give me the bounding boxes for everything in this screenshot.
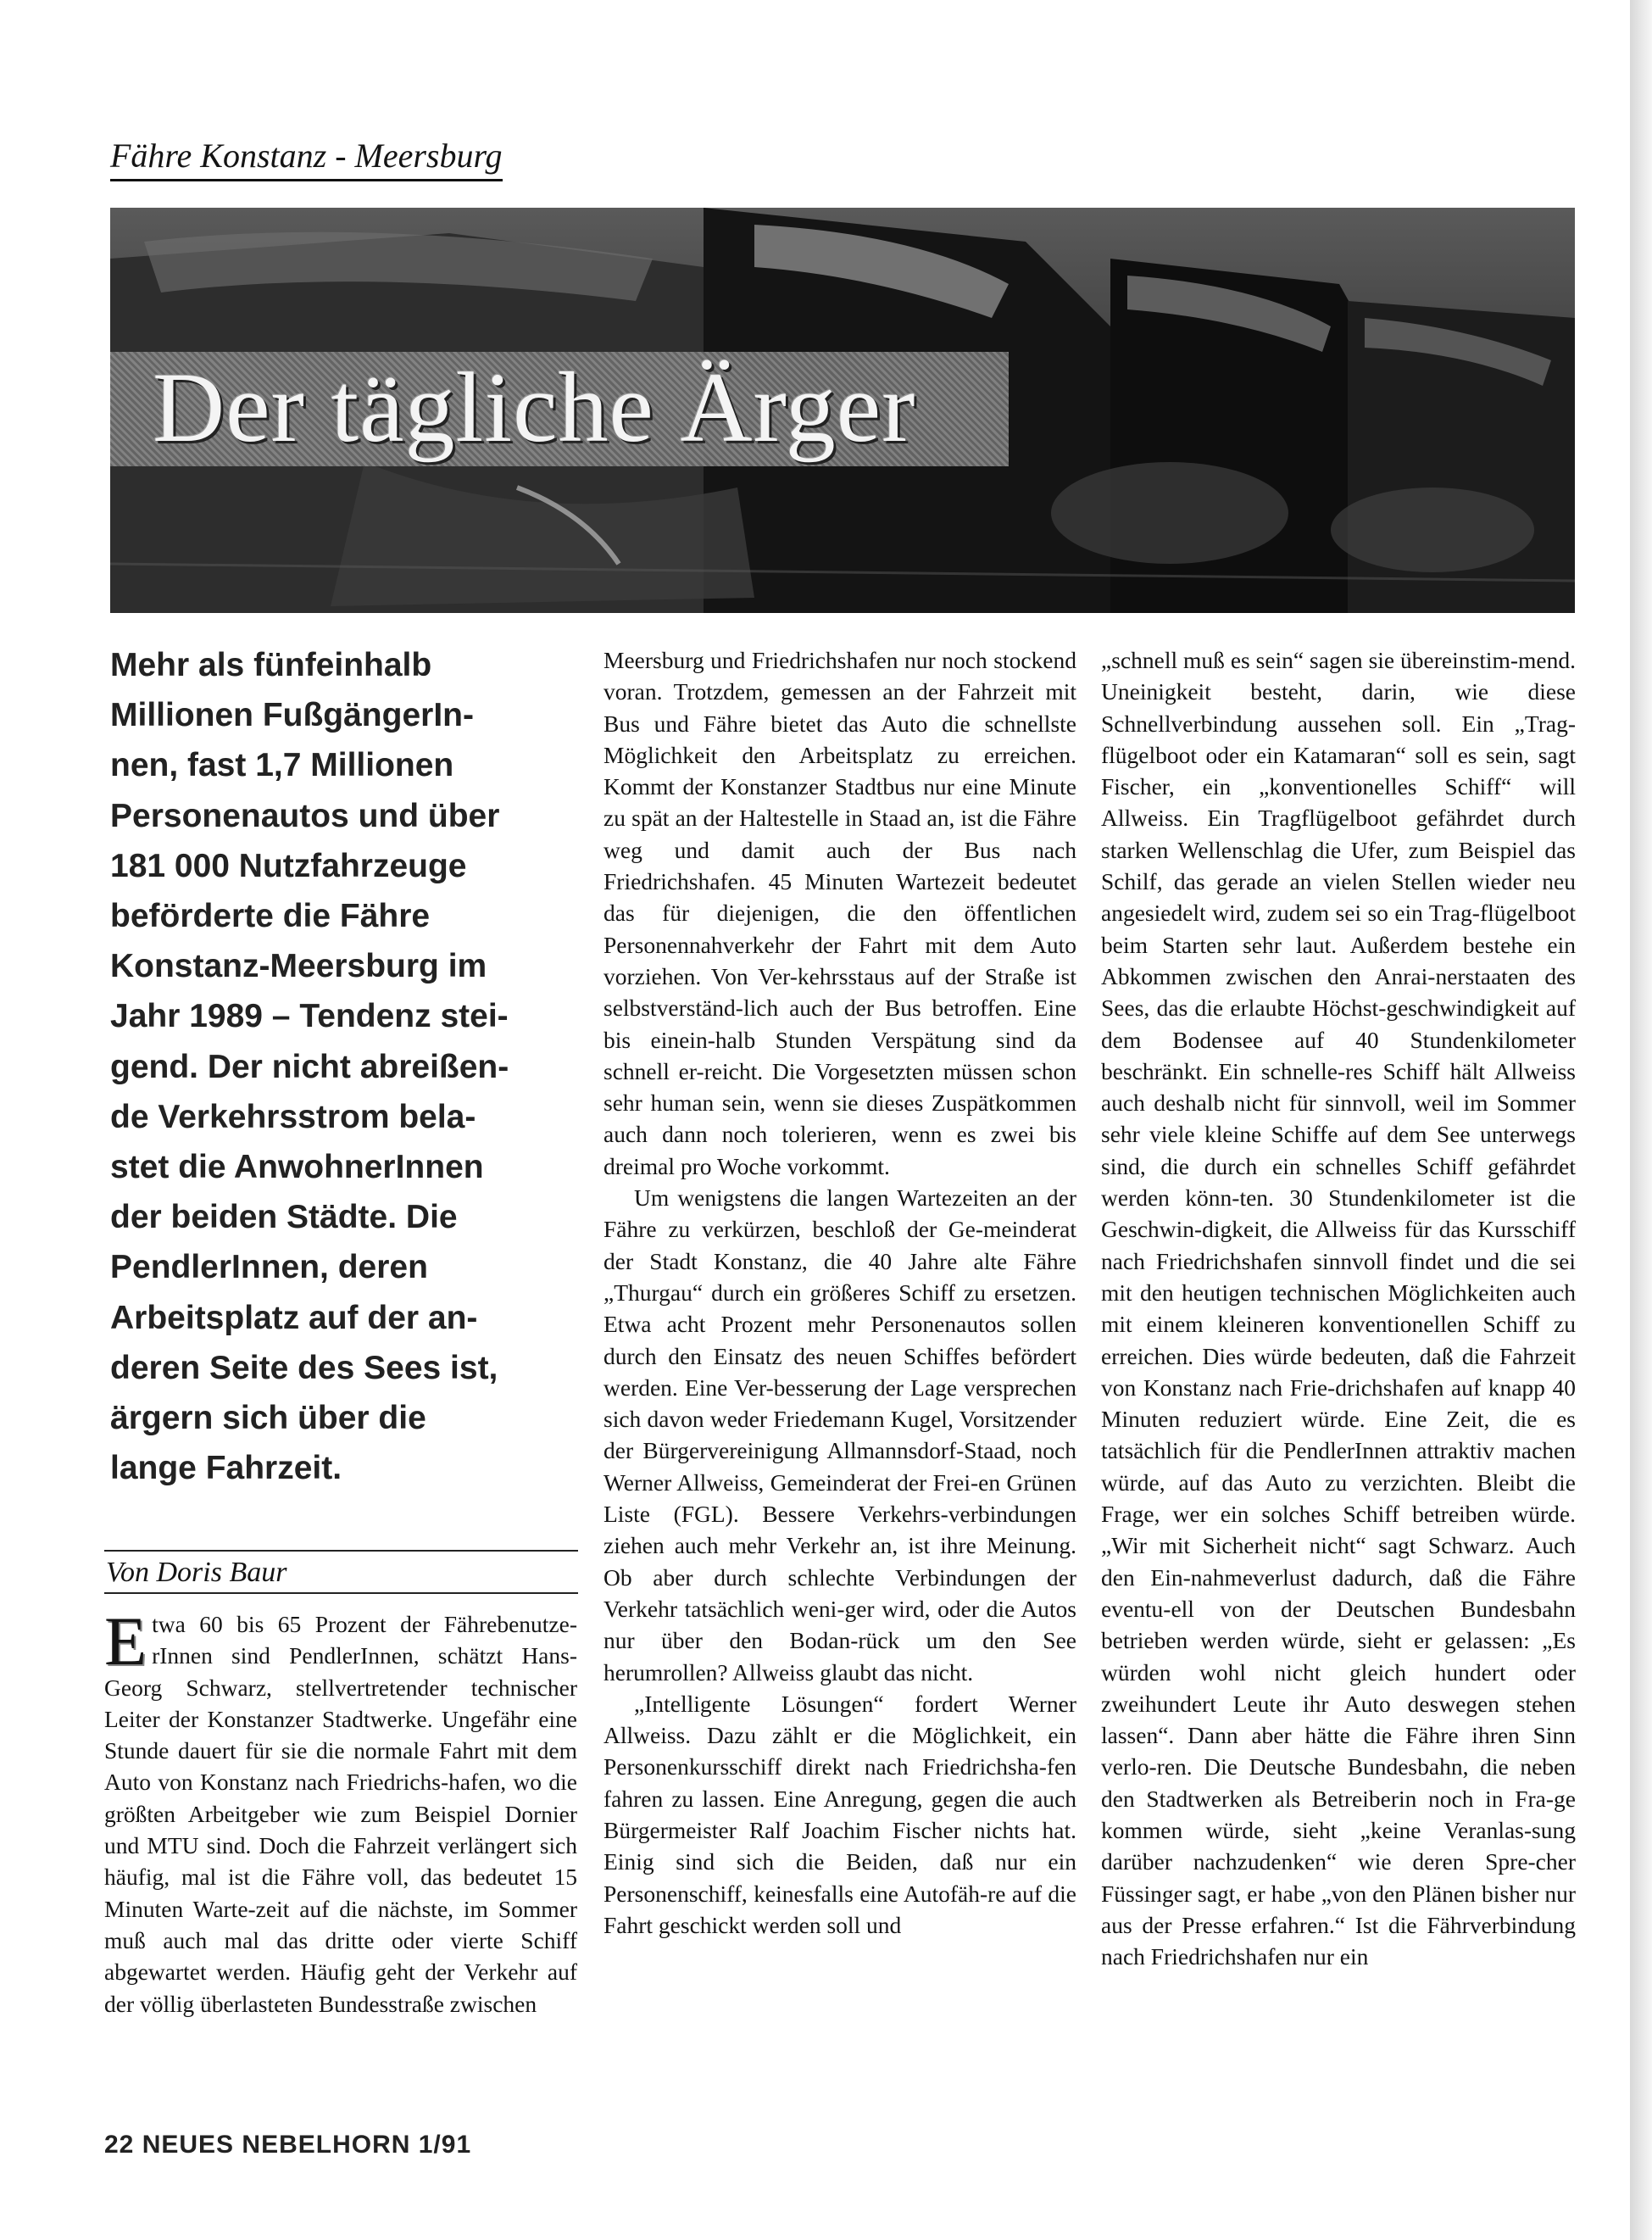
section-kicker: Fähre Konstanz - Meersburg — [110, 136, 503, 181]
lead-line: Millionen FußgängerIn- — [110, 697, 474, 734]
lead-paragraph — [110, 640, 576, 1493]
lead-line: Arbeitsplatz auf der an- — [110, 1299, 478, 1336]
lead-line: Jahr 1989 – Tendenz stei- — [110, 998, 509, 1035]
lead-line: beförderte die Fähre — [110, 898, 431, 935]
lead-line: deren Seite des Sees ist, — [110, 1349, 498, 1386]
lead-line: Personenautos und über — [110, 797, 500, 834]
hero-photo-cars-queue — [110, 208, 1575, 613]
lead-line: gend. Der nicht abreißen- — [110, 1048, 509, 1085]
body-column-3 — [1101, 644, 1576, 1972]
byline: Von Doris Baur — [104, 1550, 578, 1594]
lead-line: nen, fast 1,7 Millionen — [110, 747, 454, 784]
lead-line: Mehr als fünfeinhalb — [110, 647, 432, 683]
lead-line: der beiden Städte. Die — [110, 1199, 458, 1236]
lead-line: Konstanz-Meersburg im — [110, 948, 487, 985]
body-paragraph: Um wenigstens die langen Wartezeiten an der Fähre zu verkürzen, beschloß der Ge-meinderat der Stadt Konstanz, die 40 Jahre alte Fähre „Thurgau“ durch ein größeres Schiff zu ersetzen. Etwa acht Prozent mehr Personenautos sollen durch den Einsatz des neuen Schiffes befördert werden. Eine Ver-besserung der Lage versprechen sich davon weder Friedemann Kugel, Vorsitzender der Bürgervereinigung Allmannsdorf-Staad, noch Werner Allweiss, Gemeinderat der Frei-en Grünen Liste (FGL). Bessere Verkehrs-verbindungen ziehen auch mehr Verkehr an, ist ihre Meinung. Ob aber durch schlechte Verbindungen der Verkehr tatsächlich weni-ger wird, oder die Autos nur über den Bodan-rück um den See herumrollen? Allweiss glaubt das nicht. — [604, 1184, 1076, 1686]
body-paragraph — [104, 1602, 577, 2020]
lead-line: de Verkehrsstrom bela- — [110, 1098, 476, 1135]
page-edge-shadow — [1630, 0, 1652, 2240]
body-column-1 — [104, 1602, 577, 2020]
lead-line: 181 000 Nutzfahrzeuge — [110, 847, 467, 884]
body-paragraph: Meersburg und Friedrichshafen nur noch stockend voran. Trotzdem, gemessen an der Fahrzeit mit Bus und Fähre bietet das Auto die schnellste Möglichkeit den Arbeitsplatz zu erreichen. Kommt der Konstanzer Stadtbus nur eine Minute zu spät an der Haltestelle in Staad an, ist die Fähre weg und damit auch der Bus nach Friedrichshafen. 45 Minuten Wartezeit bedeutet das für diejenigen, die den öffentlichen Personennahverkehr der Fahrt mit dem Auto vorziehen. Von Ver-kehrsstaus auf der Straße ist selbstverständ-lich auch der Bus betroffen. Eine bis einein-halb Stunden Verspätung sind da schnell er-reicht. Die Vorgesetzten müssen schon sehr human sein, wenn sie dieses Zuspätkommen auch dann noch tolerieren, wenn es zwei bis dreimal pro Woche vorkommt. — [604, 647, 1076, 1179]
drop-cap: E — [104, 1602, 147, 1680]
lead-line: ärgern sich über die — [110, 1400, 426, 1437]
body-text: twa 60 bis 65 Prozent der Fährebenutze-rInnen sind PendlerInnen, schätzt Hans-Georg Schwarz, stellvertretender technischer Leiter der Konstanzer Stadtwerke. Ungefähr eine Stunde dauert für sie die normale Fahrt mit dem Auto von Konstanz nach Friedrichs-hafen, wo die größten Arbeitgeber wie zum Beispiel Dornier und MTU sind. Doch die Fahrzeit verlängert sich häufig, mal ist die Fähre voll, das bedeutet 15 Minuten Warte-zeit auf die nächste, im Sommer muß auch mal das dritte oder vierte Schiff abgewartet werden. Häufig geht der Verkehr auf der völlig überlasteten Bundesstraße zwischen — [104, 1611, 577, 2017]
body-paragraph: „schnell muß es sein“ sagen sie übereinstim-mend. Uneinigkeit besteht, darin, wie diese Schnellverbindung aussehen soll. Ein „Trag-flügelboot oder ein Katamaran“ soll es sein, sagt Fischer, ein „konventionelles Schiff“ will Allweiss. Ein Tragflügelboot gefährdet durch starken Wellenschlag die Ufer, zum Beispiel das Schilf, das gerade an vielen Stellen wieder neu angesiedelt wird, zudem sei so ein Trag-flügelboot beim Starten sehr laut. Außerdem bestehe ein Abkommen zwischen den Anrai-nerstaaten des Sees, das die erlaubte Höchst-geschwindigkeit auf dem Bodensee auf 40 Stundenkilometer beschränkt. Ein schnelle-res Schiff hält Allweiss auch deshalb nicht für sinnvoll, weil im Sommer sehr viele kleine Schiffe auf dem See unterwegs sind, die durch ein schnelles Schiff gefährdet werden könn-ten. 30 Stundenkilometer ist die Geschwin-digkeit, die Allweiss für das Kursschiff nach Friedrichshafen sinnvoll findet und die sei mit den heutigen technischen Möglichkeiten auch mit einem kleineren konventionellen Schiff zu erreichen. Dies würde bedeuten, daß die Fahrzeit von Konstanz nach Frie-drichshafen auf knapp 40 Minuten reduziert würde. Eine Zeit, die es tatsächlich für die PendlerInnen attraktiv machen würde, auf das Auto zu verzichten. Bleibt die Frage, wer ein solches Schiff betreiben würde. „Wir mit Sicherheit nicht“ sagt Schwarz. Auch den Ein-nahmeverlust dadurch, daß die Fähre eventu-ell von der Deutschen Bundesbahn betrieben werden würde, sieht er gelassen: „Es würden wohl nicht gleich hundert oder zweihundert Leute ihr Auto deswegen stehen lassen“. Dann aber hätte die Fähre ihren Sinn verlo-ren. Die Deutsche Bundesbahn, die neben den Stadtwerken als Betreiberin noch in Fra-ge kommen würde, sieht „keine Veranlas-sung darüber nachzudenken“ wie deren Spre-cher Füssinger sagt, er habe „von den Plänen bisher nur aus der Presse erfahren.“ Ist die Fährverbindung nach Friedrichshafen nur ein — [1101, 647, 1576, 1970]
page-folio: 22 NEUES NEBELHORN 1/91 — [104, 2131, 472, 2159]
article-title: Der tägliche Ärger — [153, 352, 916, 463]
body-paragraph: „Intelligente Lösungen“ fordert Werner Allweiss. Dazu zählt er die Möglichkeit, ein Personenkursschiff direkt nach Friedrichsha-fen fahren zu lassen. Eine Anregung, gegen die auch Bürgermeister Ralf Joachim Fischer nichts hat. Einig sind sich die Beiden, daß nur ein Personenschiff, keinesfalls eine Autofäh-re auf die Fahrt geschickt werden soll und — [604, 1690, 1076, 1938]
body-column-2 — [604, 644, 1076, 1941]
lead-line: lange Fahrzeit. — [110, 1450, 342, 1487]
lead-line: stet die AnwohnerInnen — [110, 1149, 484, 1186]
lead-line: PendlerInnen, deren — [110, 1249, 428, 1286]
